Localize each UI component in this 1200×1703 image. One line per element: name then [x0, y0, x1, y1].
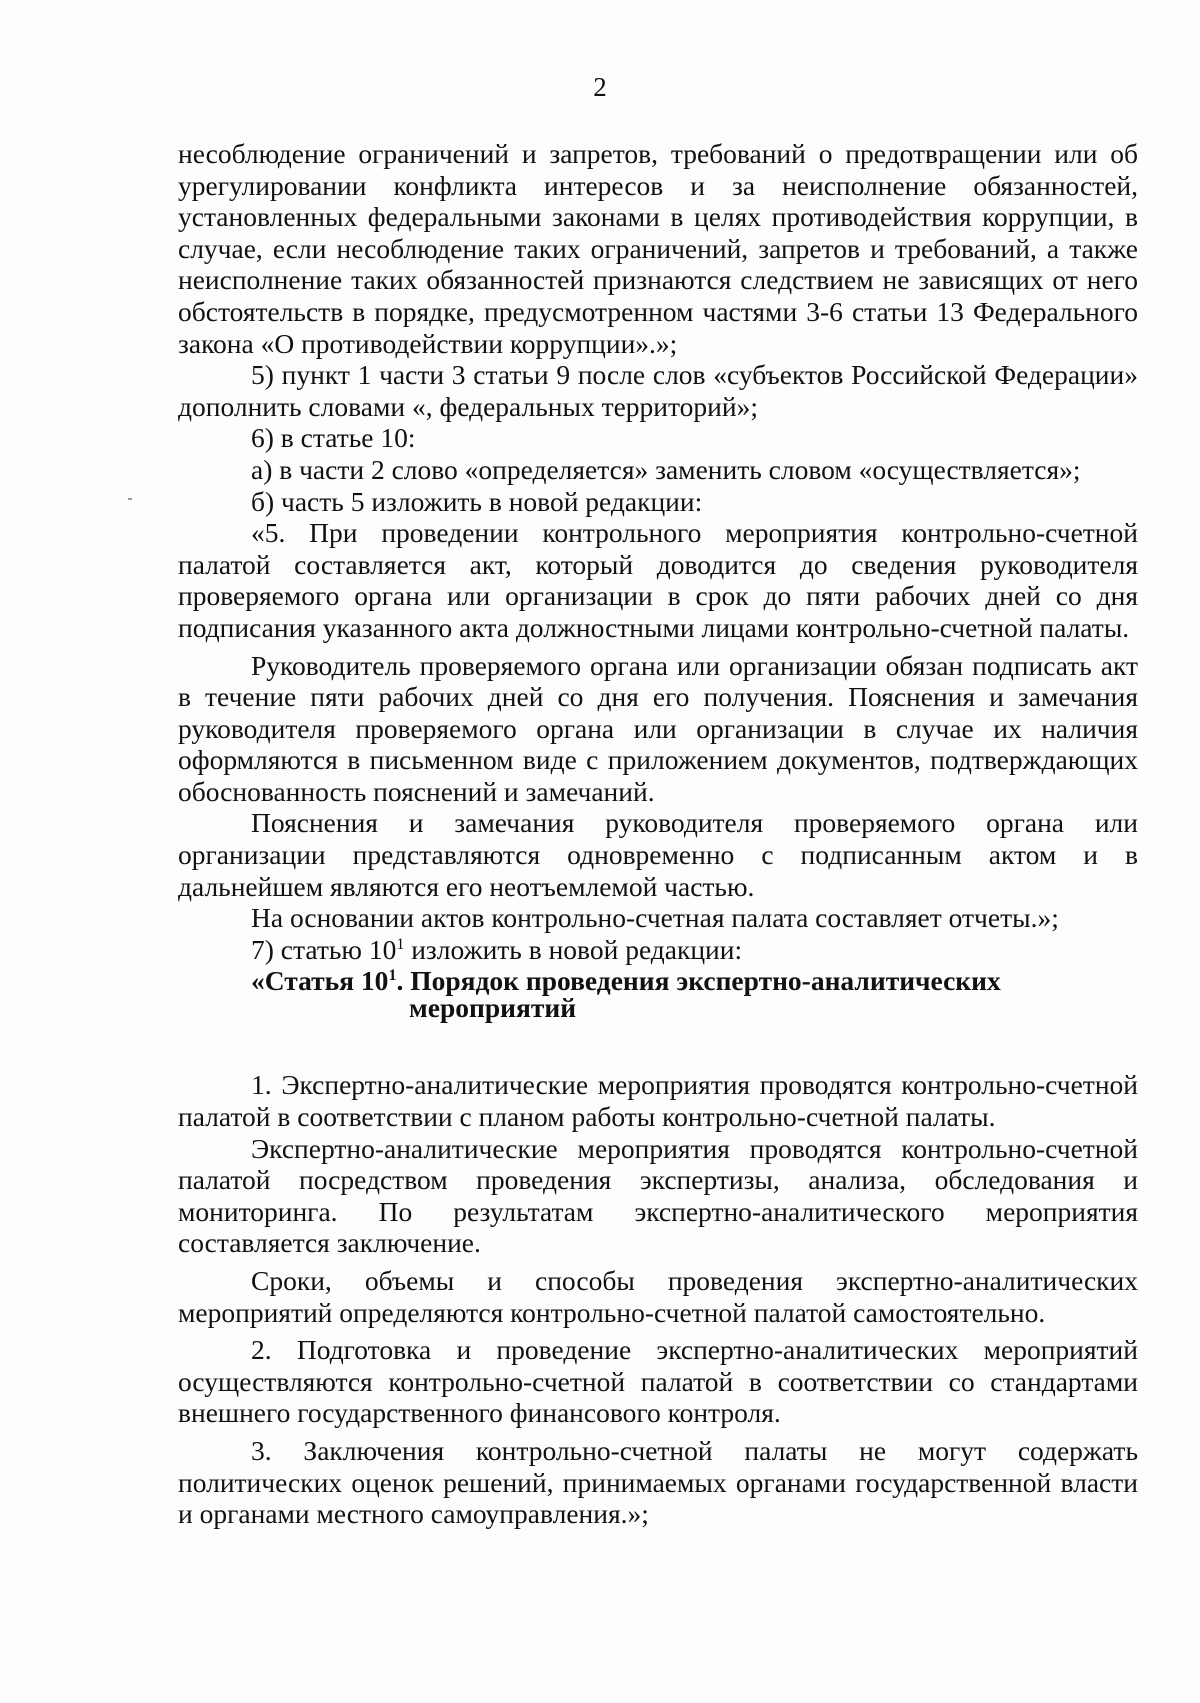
paragraph-item-7: [178, 934, 1138, 966]
paragraph: На основании актов контрольно-счетная палата составляет отчеты.»;: [251, 902, 1059, 934]
page-number: 2: [593, 72, 607, 102]
paragraph: несоблюдение ограничений и запретов, требований о предотвращении или об урегулировании конфликта интересов и за неисполнение обязанностей, установленных федеральными законами в целях противодействия коррупции, в случае, если несоблюдение таких ограничений, запретов и требований, а также неисполнение таких обязанностей признаются следствием не зависящих от него обстоятельств в порядке, предусмотренном частями 3-6 статьи 13 Федерального закона «О противодействии коррупции».»;: [178, 138, 1138, 359]
paragraph-part-5: «5. При проведении контрольного мероприятия контрольно-счетной палатой составляется акт, который доводится до сведения руководителя проверяемого органа или организации в срок до пяти рабочих дней со дня подписания указанного акта должностными лицами контрольно-счетной палаты.: [178, 517, 1138, 643]
item7-text: 7) статью 10: [251, 933, 397, 965]
item7-text-end: изложить в новой редакции:: [404, 933, 743, 965]
paragraph-item-5: 5) пункт 1 части 3 статьи 9 после слов «субъектов Российской Федерации» дополнить словами «, федеральных территорий»;: [178, 359, 1138, 422]
article-paragraph: 3. Заключения контрольно-счетной палаты не могут содержать политических оценок решений, принимаемых органами государственной власти и органами местного самоуправления.»;: [178, 1434, 1138, 1530]
paragraph: Пояснения и замечания руководителя проверяемого органа или организации представляются одновременно с подписанным актом и в дальнейшем являются его неотъемлемой частью.: [178, 807, 1138, 902]
article-heading-title: . Порядок проведения экспертно-аналитических: [396, 965, 1001, 997]
article-heading: [178, 965, 1138, 1024]
item7-superscript: 1: [396, 935, 405, 953]
article-paragraph: 1. Экспертно-аналитические мероприятия проводятся контрольно-счетной палатой в соответствии с планом работы контрольно-счетной палаты.: [178, 1069, 1138, 1133]
article-heading-start: «Статья 10: [251, 965, 389, 997]
document-body: [178, 138, 1138, 1530]
article-heading-continuation: мероприятий: [409, 992, 577, 1024]
paragraph-subitem-a: а) в части 2 слово «определяется» заменить словом «осуществляется»;: [251, 453, 1081, 485]
article-paragraph: 2. Подготовка и проведение экспертно-аналитических мероприятий осуществляются контрольно-счетной палатой в соответствии со стандартами внешнего государственного финансового контроля.: [178, 1334, 1138, 1429]
article-paragraph: Сроки, объемы и способы проведения экспертно-аналитических мероприятий определяются контрольно-счетной палатой самостоятельно.: [178, 1265, 1138, 1328]
article-heading-superscript: 1: [388, 967, 397, 985]
paragraph: Руководитель проверяемого органа или организации обязан подписать акт в течение пяти рабочих дней со дня его получения. Пояснения и замечания руководителя проверяемого органа или организации в случае их наличия оформляются в письменном виде с приложением документов, подтверждающих обоснованность пояснений и замечаний.: [178, 649, 1138, 807]
article-paragraph: Экспертно-аналитические мероприятия проводятся контрольно-счетной палатой посредством проведения экспертизы, анализа, обследования и мониторинга. По результатам экспертно-аналитического мероприятия составляется заключение.: [178, 1132, 1138, 1259]
paragraph-subitem-b: б) часть 5 изложить в новой редакции:: [251, 485, 703, 517]
spacer: [178, 1021, 1138, 1069]
article-heading-line: [251, 965, 1138, 997]
paragraph-item-6: 6) в статье 10:: [251, 422, 416, 454]
scan-artifact: [128, 498, 132, 500]
